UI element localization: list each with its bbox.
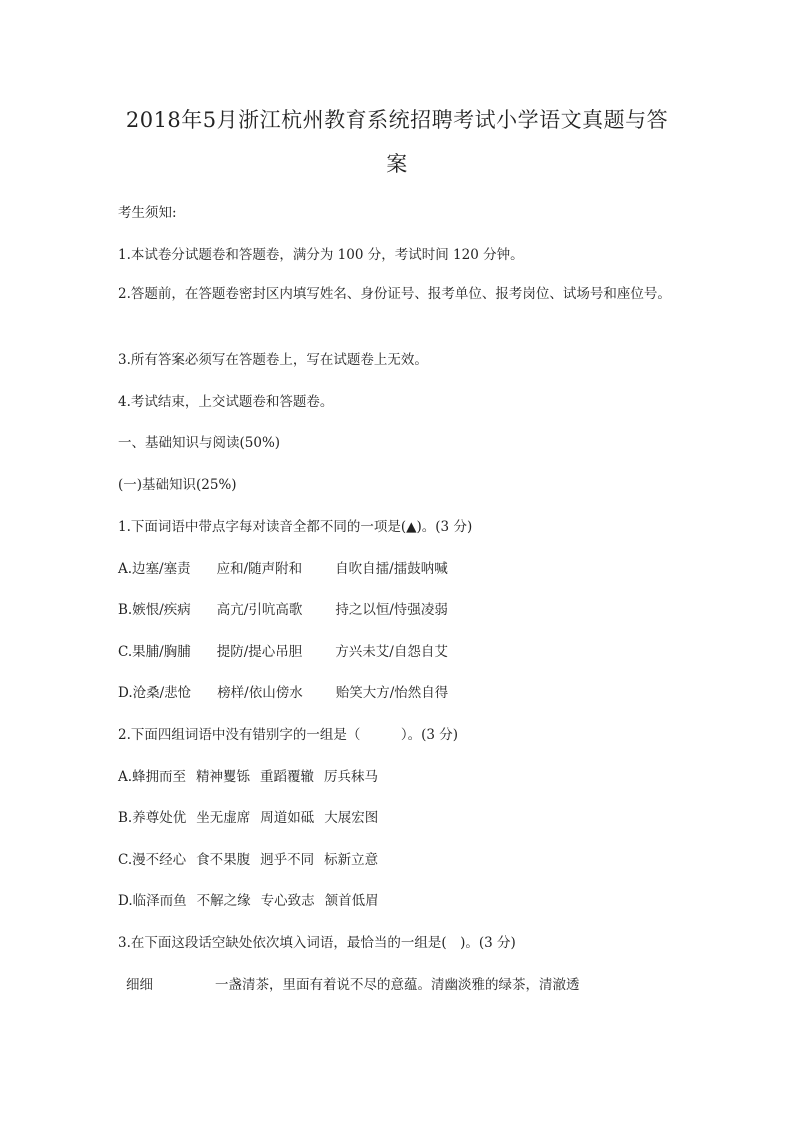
notice-heading: 考生须知: — [118, 205, 177, 221]
notice-item-2: 2.答题前，在答题卷密封区内填写姓名、身份证号、报考单位、报考岗位、试场号和座位号。 — [118, 286, 671, 302]
option-part: D.临泽而鱼 — [118, 893, 187, 909]
question-1-option-d — [118, 681, 448, 701]
option-part: 高亢/引吭高歌 — [216, 602, 303, 618]
question-2-option-c — [118, 848, 378, 868]
question-2-option-a — [118, 765, 378, 785]
option-part: 大展宏图 — [324, 810, 379, 826]
question-1-option-c — [118, 640, 448, 660]
option-part: 标新立意 — [324, 852, 379, 868]
question-2-option-b — [118, 806, 378, 826]
section-heading: 一、基础知识与阅读(50%) — [118, 435, 281, 451]
option-part: 迥乎不同 — [260, 852, 315, 868]
document-title-line2: 案 — [386, 152, 408, 176]
notice-item-1: 1.本试卷分试题卷和答题卷，满分为 100 分，考试时间 120 分钟。 — [118, 247, 524, 263]
option-part: 厉兵秣马 — [324, 769, 379, 785]
option-part: A.蜂拥而至 — [118, 769, 187, 785]
option-part: C.漫不经心 — [118, 852, 187, 868]
option-part: 食不果腹 — [196, 852, 251, 868]
notice-item-4: 4.考试结束，上交试题卷和答题卷。 — [118, 394, 334, 410]
option-part: 方兴未艾/自怨自艾 — [335, 644, 448, 660]
question-2-stem: 2.下面四组词语中没有错别字的一组是（ ）。(3 分) — [118, 727, 459, 743]
option-part: 精神矍铄 — [196, 769, 251, 785]
option-part: 周道如砥 — [260, 810, 315, 826]
option-part: 贻笑大方/怡然自得 — [335, 685, 449, 701]
option-part: 应和/随声附和 — [216, 561, 303, 577]
passage-start: 细细 — [126, 977, 153, 993]
option-part: 颔首低眉 — [324, 893, 379, 909]
subsection-heading: (一)基础知识(25%) — [118, 477, 237, 493]
option-part: 坐无虚席 — [196, 810, 251, 826]
option-part: 重蹈覆辙 — [260, 769, 315, 785]
question-1-option-b — [118, 598, 448, 618]
question-3-passage — [126, 973, 580, 993]
option-part: 不解之缘 — [196, 893, 251, 909]
question-1-option-a — [118, 557, 448, 577]
option-part: 自吹自擂/擂鼓呐喊 — [335, 561, 448, 577]
option-part: B.养尊处优 — [118, 810, 187, 826]
option-part: B.嫉恨/疾病 — [118, 602, 191, 618]
notice-item-3: 3.所有答案必须写在答题卷上，写在试题卷上无效。 — [118, 352, 428, 368]
option-part: 榜样/依山傍水 — [217, 685, 303, 701]
option-part: D.沧桑/悲怆 — [118, 685, 192, 701]
option-part: 专心致志 — [260, 893, 315, 909]
option-part: 持之以恒/恃强凌弱 — [335, 602, 448, 618]
question-1-stem: 1.下面词语中带点字每对读音全都不同的一项是(▲)。(3 分) — [118, 519, 473, 535]
option-part: 提防/提心吊胆 — [216, 644, 303, 660]
passage-text: 一盏清茶，里面有着说不尽的意蕴。清幽淡雅的绿茶，清澈透 — [215, 977, 580, 993]
question-2-option-d — [118, 889, 379, 909]
option-part: A.边塞/塞责 — [118, 561, 191, 577]
question-3-stem: 3.在下面这段话空缺处依次填入词语，最恰当的一组是( )。(3 分) — [118, 935, 516, 951]
option-part: C.果脯/胸脯 — [118, 644, 191, 660]
document-title-line1: 2018年5月浙江杭州教育系统招聘考试小学语文真题与答 — [125, 108, 669, 132]
